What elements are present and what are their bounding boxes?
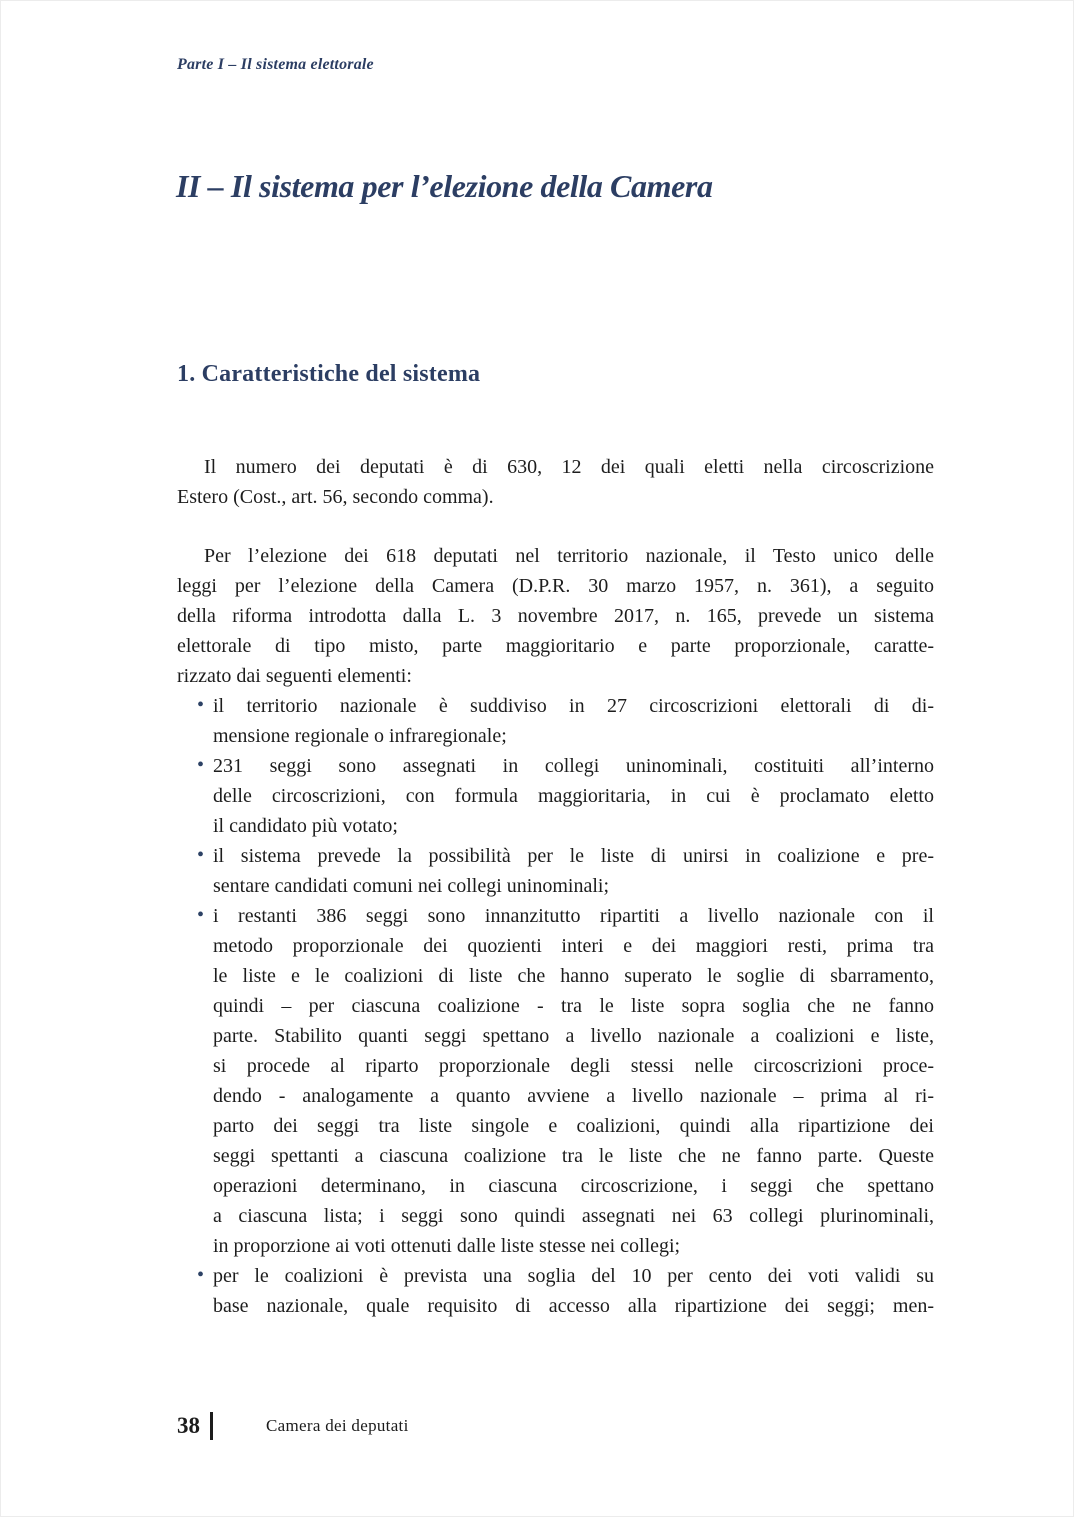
text-line: parte. Stabilito quanti seggi spettano a livello nazionale a coalizioni e liste, <box>213 1025 934 1047</box>
text-line: della riforma introdotta dalla L. 3 novembre 2017, n. 165, prevede un sistema <box>177 605 934 627</box>
text-line: operazioni determinano, in ciascuna circoscrizione, i seggi che spettano <box>213 1175 934 1197</box>
text-line: metodo proporzionale dei quozienti interi e dei maggiori resti, prima tra <box>213 935 934 957</box>
text-line: per le coalizioni è prevista una soglia del 10 per cento dei voti validi su <box>213 1265 934 1287</box>
bullet-dot-icon: • <box>197 754 205 776</box>
text-line: sentare candidati comuni nei collegi uninominali; <box>213 875 609 897</box>
bullet-list <box>177 691 934 1321</box>
page-footer <box>177 1412 409 1440</box>
list-item <box>177 841 934 901</box>
text-line: base nazionale, quale requisito di accesso alla ripartizione dei seggi; men- <box>213 1295 934 1317</box>
text-line: a ciascuna lista; i seggi sono quindi assegnati nei 63 collegi plurinominali, <box>213 1205 934 1227</box>
text-line: rizzato dai seguenti elementi: <box>177 665 412 687</box>
text-line: mensione regionale o infraregionale; <box>213 725 507 747</box>
list-item <box>177 691 934 751</box>
text-line: 231 seggi sono assegnati in collegi uninominali, costituiti all’interno <box>213 755 934 777</box>
footer-publisher-label: Camera dei deputati <box>266 1416 409 1435</box>
text-line: parto dei seggi tra liste singole e coalizioni, quindi alla ripartizione dei <box>213 1115 934 1137</box>
section-heading: 1. Caratteristiche del sistema <box>177 361 481 387</box>
paragraph <box>177 452 934 512</box>
text-line: seggi spettanti a ciascuna coalizione tra le liste che ne fanno parte. Queste <box>213 1145 934 1167</box>
text-line: dendo - analogamente a quanto avviene a livello nazionale – prima al ri- <box>213 1085 934 1107</box>
footer-divider <box>210 1412 213 1440</box>
list-item <box>177 751 934 841</box>
text-line: il territorio nazionale è suddiviso in 27 circoscrizioni elettorali di di- <box>213 695 934 717</box>
text-line: Estero (Cost., art. 56, secondo comma). <box>177 486 494 508</box>
text-line: quindi – per ciascuna coalizione - tra le liste sopra soglia che ne fanno <box>213 995 934 1017</box>
text-line: Per l’elezione dei 618 deputati nel territorio nazionale, il Testo unico delle <box>204 545 934 567</box>
paragraph <box>177 541 934 691</box>
bullet-dot-icon: • <box>197 694 205 716</box>
text-line: il candidato più votato; <box>213 815 398 837</box>
body-text <box>177 452 934 1321</box>
page-title: II – Il sistema per l’elezione della Camera <box>176 168 713 204</box>
text-line: leggi per l’elezione della Camera (D.P.R. 30 marzo 1957, n. 361), a seguito <box>177 575 934 597</box>
text-line: il sistema prevede la possibilità per le liste di unirsi in coalizione e pre- <box>213 845 934 867</box>
text-line: le liste e le coalizioni di liste che hanno superato le soglie di sbarramento, <box>213 965 934 987</box>
text-line: elettorale di tipo misto, parte maggioritario e parte proporzionale, caratte- <box>177 635 934 657</box>
page-number: 38 <box>177 1413 200 1438</box>
text-line: delle circoscrizioni, con formula maggioritaria, in cui è proclamato eletto <box>213 785 934 807</box>
text-line: si procede al riparto proporzionale degli stessi nelle circoscrizioni proce- <box>213 1055 934 1077</box>
bullet-dot-icon: • <box>197 904 205 926</box>
list-item <box>177 901 934 1261</box>
bullet-dot-icon: • <box>197 1264 205 1286</box>
text-line: in proporzione ai voti ottenuti dalle liste stesse nei collegi; <box>213 1235 681 1257</box>
bullet-dot-icon: • <box>197 844 205 866</box>
list-item <box>177 1261 934 1321</box>
text-line: Il numero dei deputati è di 630, 12 dei quali eletti nella circoscrizione <box>204 456 934 478</box>
text-line: i restanti 386 seggi sono innanzitutto ripartiti a livello nazionale con il <box>213 905 934 927</box>
running-header: Parte I – Il sistema elettorale <box>177 56 374 73</box>
